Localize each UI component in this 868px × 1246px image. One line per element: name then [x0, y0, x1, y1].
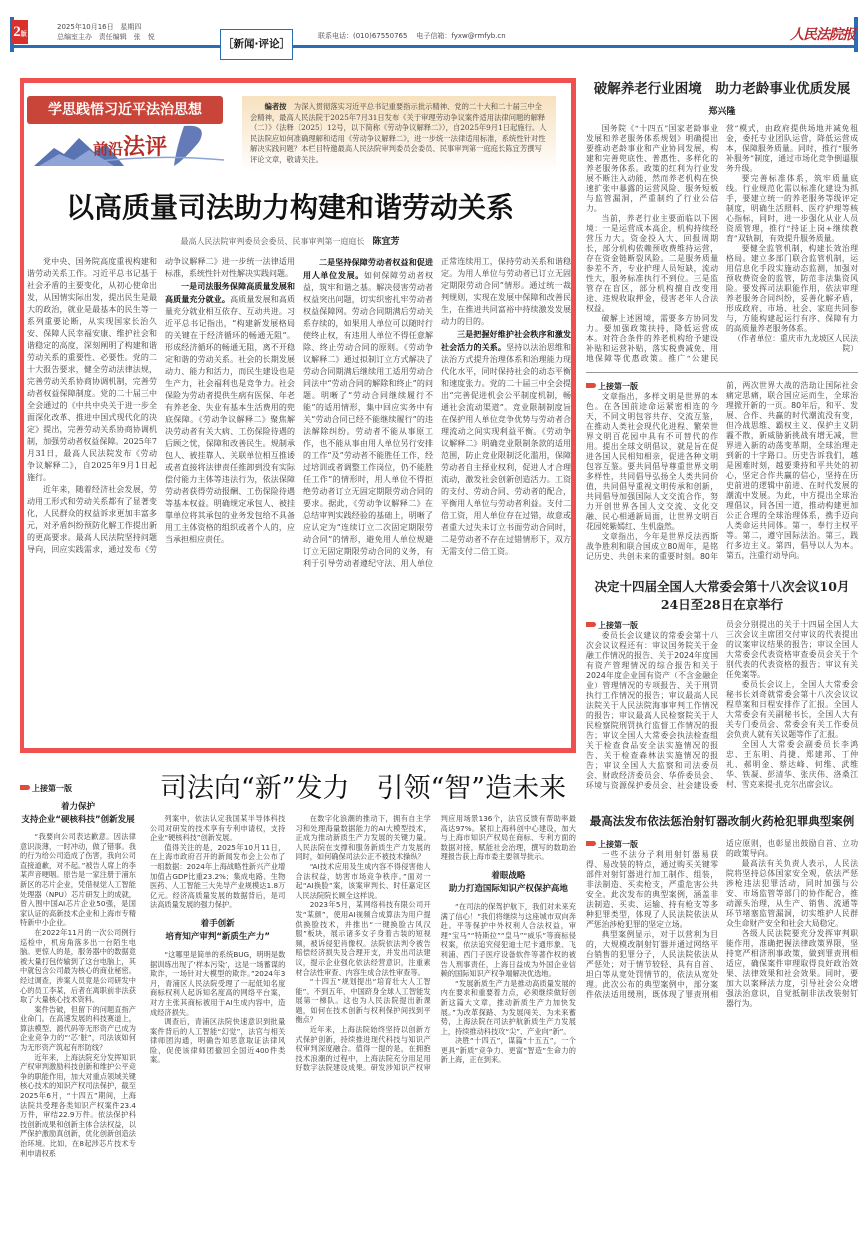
- paragraph: 在数字化浪潮的推动下，拥有自主学习和处理海量数据能力的AI大模型技术，正成为推动新质生产力发展的关键力量。人民法院在支撑和服务新质生产力发展的同时，如何确保司法公正不被技术操纵？: [295, 814, 431, 862]
- contact-email: 电子信箱：fyxw@rmfyb.cn: [416, 32, 506, 40]
- newspaper-logo: 人民法院报: [790, 27, 855, 43]
- paragraph: 案件告破，但留下的问题直指产业命门。在高速发展的科技赛道上，算法模型、源代码等无形资产已成为企业竞争力的“‘芯’脏”，司法该如何为无形资产筑起有形防线？: [20, 1004, 136, 1053]
- paragraph-list: [586, 620, 858, 791]
- right-column: [586, 78, 858, 1009]
- paragraph: “发展新质生产力是推动高质量发展的内在要求和重要着力点，必须继续做好创新这篇大文章，推动新质生产力加快发展。”为改革探路、为发展闯关、为未来蓄势，上海法院在司法护航新质生产力发展上，持续推动科技攻“尖”、产业向“新”。: [440, 978, 576, 1036]
- feature-headline: 以高质量司法助力构建和谐劳动关系: [65, 191, 514, 224]
- paragraph: 调查后，青浦区法院快速意识到批量案件背后的人工智能“幻觉”，法官与相关律师团沟通，明确告知恶意取证法律风险，促使该律师团撤回全国近400件类案。: [150, 1017, 286, 1065]
- article-body-npc: [586, 620, 858, 791]
- section-title: ［新闻·评论］: [220, 29, 293, 60]
- subhead-line: 培育知产审判“新质生产力”: [165, 931, 270, 942]
- author-title: 最高人民法院审判委员会委员、民事审判第一庭庭长: [180, 237, 365, 246]
- paragraph: 2023年5月，某网络科技有限公司开发“某颜”，使用AI视频合成算法为用户提供换脸技术，并推出“一键换脸古风汉服”板块，展示诸多女子身着古装的短视频，被诉侵犯肖像权。法院依法判令被告赔偿经济损失及合理开支，并发出司法建议，提示企业强化依法经营意识，注重素材合法性审查、内容生成合法性审查等。: [295, 900, 431, 977]
- issue-date: 2025年10月16日: [57, 23, 114, 31]
- paragraph: [165, 280, 295, 546]
- article-body-continued-civilization: [586, 381, 858, 562]
- subhead-line: 支持企业“硬核科技”创新发展: [21, 815, 135, 825]
- paragraph: “这哪里是简单的系统BUG，明明是数据训练出现了‘样本污染’，这是一场蓄谋的欺诈，一场针对大模型的欺诈。”2024年3月，青浦区人民法院受理了一起低知名度商标权利人起诉知名度高的网络平台案，对方主张其商标被用于AI生成内容中，造成经济损失。: [150, 949, 286, 1017]
- paragraph: 在2022年11月的一次公司例行巡检中，机房角落多出一台陌生电脑。更惊人的是，服务器中的数据竟被大量打包传输到了这台电脑上，其中就包含公司最为核心的商业秘密。经过调查，涉案人员竟是公司研发中心的员工李某，后者在离职前非法获取了大量核心技术资料。: [20, 927, 136, 1005]
- editor-name: 责任编辑 张 悦: [98, 33, 155, 41]
- paragraph: 文章指出，今年是世界反法西斯战争胜利和联合国成立80周年，是铭记历史、共创未来的重要时刻。80年前，两次世界大战的浩劫让国际社会痛定思痛，联合国应运而生，全球治理掀开新的一页。80年后，和平、发展、合作、共赢的时代潮流没有变，但冷战思维、霸权主义、保护主义阴霾不散，新威胁新挑战有增无减，世界进入新的动荡变革期，全球治理走到新的十字路口。历史告诉我们，越是困难时刻，越要秉持和平共处的初心，坚定合作共赢的信心，坚持在历史前进的逻辑中前进、在时代发展的潮流中发展。为此，中方提出全球治理倡议，同各国一道，推动构建更加公正合理的全球治理体系，携手迈向人类命运共同体。第一，奉行主权平等。第二，遵守国际法治。第三，践行多边主义。第四，倡导以人为本。第五，注重行动导向。: [586, 381, 858, 561]
- paragraph-list: [586, 381, 858, 562]
- paragraph-text: 高质量发展和高质量充分就业相互依存、互动共进。习近平总书记指出，“构建新发展格局的关键在于经济循环的畅通无阻”。形成经济循环的畅通无阻，离不开稳定和谐的劳动关系。社会的长期发展动力、能力和活力，而民生建设也是生产力，社会福利也是竞争力。社会保险为劳动者提供生病有医保、年老有养老金、失业有基本生活费用的兜底保障。《劳动争议解释二》聚焦解决劳动者有关大病、工伤保险待遇的后顾之忧，保障和改善民生。规制承包人、被挂靠人、关联单位相互推诿或者直接将法律责任推卸到没有实际偿付能力主体等违法行为，依法保障劳动者获得劳动报酬、工伤保险待遇等基本权益。明确规定承包人、被挂靠单位将其承包的业务发包给不具备用工主体资格的组织或者个人的，应当承担相应责任。: [165, 295, 296, 544]
- paragraph: “在司法的保驾护航下，我们对未来充满了信心！”我们将继续与这座城市双向奔赴。平等保护中外权利人合法权益，审理“宝马”“特斯拉”“皇马”“威乐”等商标侵权案，依法追究侵犯迪士尼卡通形象、飞利浦、西门子医疗设备软件等著作权的被告人刑事责任，上海日益成为外国企业信赖的国际知识产权争端解决优选地。: [440, 901, 576, 979]
- page-suffix: 版: [20, 32, 27, 38]
- paragraph-lead: 二是坚持保障劳动者权益和促进用人单位发展。: [303, 257, 433, 280]
- paragraph: 破解上述困境，需要多方协同发力。要加强政策扶持，降低运营成本。对符合条件的养老机构给予建设补贴和运营补贴，落实税费减免、用地保障等优惠政策。推广“公建民营”模式，由政府提供场地并减免租金，委托专业团队运营，降低运营成本，保障服务质量。同时，推行“服务补服务”制度，通过市场化竞争倒逼服务升级。: [586, 124, 858, 363]
- divider: [586, 372, 858, 373]
- paragraph: 近年来，上海法院始终坚持以创新方式保护创新，持续推进现代科技与知识产权审判深度融合。值得一提的是，在拥抱技术浪潮的过程中，上海法院充分用足用好数字法院建设成果。研发涉知识产权审判应用场景136个，法官反馈有帮助率最高达97%。紧扣上海科创中心建设，加大与上海市知识产权局在商标、专利方面的数据对接，赋能社会治理，撰写的数助治理报告获上海市委主要领导批示。: [295, 814, 576, 1073]
- issue-weekday: 星期四: [120, 23, 142, 31]
- subhead-line: 着力保护: [60, 802, 95, 812]
- paragraph: 一些不法分子利用射钉器易获得、易改装的特点，通过购买关键零部件对射钉器进行加工制作、组装，非法制造、买卖枪支，严重危害公共安全。此次发布的典型案例，涵盖非法制造、买卖、运输、持有枪支等多种犯罪类型，体现了人民法院依法从严惩治涉枪犯罪的坚定立场。: [586, 850, 718, 929]
- column-name-a: 前沿: [93, 140, 124, 158]
- paragraph-text: 如何保障劳动者权益，筑牢和谐之基。解决侵害劳动者权益突出问题，切实织密扎牢劳动者权益保障网。劳动合同期满后劳动关系存续的，如果用人单位可以随时行使终止权，有违用人单位不得任意解除、终止劳动合同的原则。《劳动争议解释二》通过拟制订立方式解决了劳动合同期满后继续用工适用劳动合同法中“劳动合同的解除和终止”的问题。明晰了“劳动合同继续履行不能”的适用情形，集中回应实务中有关“劳动合同已经不能继续履行”的违法解除纠纷。劳动者不能从事原工作，也不能从事由用人单位另行安排的工作“及”劳动者不能胜任工作，经过培训或者调整工作岗位，仍不能胜任工作”的情形时，用人单位不得拒绝劳动者订立无固定期限劳动合同的要求。据此，《劳动争议解释二》在总结审判实践经验的基础上，明晰了应认定为“连续订立二次固定期限劳动合同”的情形，避免用人单位规避订立无固定期限劳动合同的义务，有利于引导劳动者遵纪守法、用人单位正常连续用工，保持劳动关系和谐稳定。为用人单位与劳动者已订立无固定期限劳动合同”情形。通过统一裁判规则，实现在发展中保障和改善民生，在推进共同富裕中持续激发发展动力的目的。: [303, 257, 571, 568]
- article-headline-ip-judiciary: 司法向“新”发力 引领“智”造未来: [159, 773, 567, 804]
- paragraph: [441, 328, 571, 558]
- article-headline-nail-gun-cases: 最高法发布依法惩治射钉器改制火药枪犯罪典型案例: [589, 814, 855, 828]
- paragraph: 文章指出，多样文明是世界的本色。在各国前途命运紧密相连的今天，不同文明包容共存、交流互鉴，在推动人类社会现代化进程、繁荣世界文明百花园中具有不可替代的作用。提出全球文明倡议，就是旨在促进各国人民相知相亲，促进各种文明包容互鉴。要共同倡导尊重世界文明多样性，共同倡导弘扬全人类共同价值，共同倡导重视文明传承和创新，共同倡导加强国际人文交流合作，努力开创世界各国人文交流、文化交融、民心相通新局面，让世界文明百花园姹紫嫣红、生机盎然。: [586, 392, 718, 531]
- bottom-left-subhead: [20, 801, 136, 827]
- editor-note-label: 编者按: [264, 102, 287, 111]
- article-body-ip-judiciary: [150, 814, 576, 1073]
- paragraph-list: [586, 124, 858, 364]
- paragraph: 各级人民法院要充分发挥审判职能作用，准确把握法律政策界限，坚持宽严相济刑事政策，做到罪责刑相适应，确保案件审理取得良好政治效果、法律效果和社会效果。同时，要加大以案释法力度，引导社会公众增强法治意识，自觉抵制非法改装射钉器行为。: [726, 929, 858, 1008]
- issue-info-line-2: [57, 32, 155, 42]
- paragraph: 委员长会议建议的常委会第十八次会议议程还有：审议国务院关于金融工作情况的报告、关于2024年度国有资产管理情况的综合报告和关于2024年度企业国有资产（不含金融企业）管理情况的专项报告、关于刑罚执行工作情况的报告；审议最高人民法院关于人民法院海事审判工作情况的报告；审议最高人民检察院关于人民检察院刑罚执行监督工作情况的报告；审议全国人大常委会执法检查组关于检查食品安全法实施情况的报告、关于检查森林法实施情况的报告；审议全国人大监察和司法委员会、财政经济委员会、华侨委员会、环境与资源保护委员会、社会建设委员会分别提出的关于十四届全国人大三次会议主席团交付审议的代表提出的议案审议结果的报告；审议全国人大常委会代表资格审查委员会关于个别代表的代表资格的报告；审议有关任免案等。: [586, 620, 858, 790]
- paragraph: 近年来，上海法院充分发挥知识产权审判激励科技创新和维护公平竞争的职能作用，加大对重点领域关键核心技术的知识产权司法保护，截至2025年6月，“十四五”期间，上海法院共受理各类知识产权案件23.4万件，审结22.9万件。依法保护科技创新成果和创新主体合法权益，以严保护激励真创新，优化创新创造法治环境。比如，在8起涉芯片技术专利申请权系: [20, 1052, 136, 1158]
- editor-note-text: 为深入贯彻落实习近平总书记重要指示批示精神、党的二十大和二十届三中全会精神，最高人民法院于2025年7月31日发布《关于审理劳动争议案件适用法律问题的解释（二）》（法释〔2025〕12号，以下简称《劳动争议解释二》），自2025年9月1日起施行。人民法院应如何准确理解和适用《劳动争议解释二》，进一步统一法律适用标准，系统性针对性解决实践问题？本栏目特邀最高人民法院审判委员会委员、民事审判第一庭庭长陈宜芳撰写评论文章，敬请关注。: [250, 102, 547, 164]
- contact-info: [318, 31, 506, 41]
- continued-from-page-1: 上接第一版: [586, 381, 718, 392]
- continued-from-page-1: 上接第一版: [20, 783, 72, 794]
- article-body-nail-gun-cases: [586, 839, 858, 1009]
- paragraph: “AI技术应用及生成内容不得侵害他人合法权益，妨害市场竞争秩序。”面对一起“AI换脸”案，该案审判长、时任嘉定区人民法院院长顾全这样说。: [295, 861, 431, 900]
- editor-dept: 总编室主办: [57, 33, 92, 41]
- subhead-line: 助力打造国际知识产权保护高地: [448, 883, 568, 894]
- contact-phone: 联系电话：(010)67550765: [318, 32, 408, 40]
- page-number: [12, 20, 28, 44]
- feature-body: [27, 256, 571, 570]
- paragraph: 决胜“十四五”，谋篇“十五五”，一个更具“新质”竞争力、更富“智造”生命力的新上海，正在到来。: [440, 1036, 576, 1065]
- paragraph: “十四五”规划提出“培育壮大人工智能”。不到五年，中国跻身全球人工智能发展第一梯队。这也为人民法院提出新课题，如何在技术创新与权利保护间找到平衡点？: [295, 977, 431, 1025]
- paragraph: 列案中，依法认定我国某半导体科技公司对研发的技术享有专利申请权，支持企业“硬核科技”创新发展。: [150, 814, 286, 843]
- article-headline-elderly-care: 破解养老行业困境 助力老龄事业优质发展: [593, 81, 851, 97]
- column-name: [93, 130, 167, 161]
- subhead-line: 着眼战略: [491, 870, 526, 881]
- paragraph: 最高法有关负责人表示，人民法院将坚持总体国家安全观，依法严惩涉枪违法犯罪活动，同时加强与公安、市场监管等部门的协作配合，推动源头治理，从生产、销售、流通等环节堵塞监管漏洞，切实维护人民群众生命财产安全和社会大局稳定。: [726, 859, 858, 928]
- issue-info-line-1: [57, 22, 155, 32]
- article-body-elderly-care: [586, 124, 858, 364]
- section-subhead: [441, 870, 576, 896]
- paragraph: 委员长会议上，全国人大常委会秘书长刘奇就常委会第十八次会议议程草案和日程安排作了汇报。全国人大常委会有关副秘书长，全国人大有关专门委员会、常委会有关工作委员会负责人就有关议题等作了汇报。: [726, 680, 858, 739]
- header-rule: [10, 45, 858, 48]
- paragraph-lead: 一是司法服务保障高质量发展和高质量充分就业。: [165, 281, 295, 304]
- paragraph: 当前，养老行业主要面临以下困境：一是运营成本高企，机构持续经营压力大。资金投入大、回报周期长，部分机构依赖预收费维持运营，存在资金链断裂风险。二是服务质量参差不齐，专业护理人员短缺，流动性大，服务标准执行不到位。三是监管存在盲区，部分机构擅自改变用途、违规收取押金，侵害老年人合法权益。: [586, 214, 718, 313]
- paragraph-lead: 三是把握好维护社会秩序和激发社会活力的关系。: [441, 329, 571, 352]
- paragraph-text: 党中央、国务院高度重视构建和谐劳动关系工作。习近平总书记基于社会矛盾的主要变化，从初心使命出发，从国情实际出发，提出民生是最大的政治，就业是最基本的民生等一系列重要论断，从实现国家长治久安、保障人民幸福安康、维护社会和谐稳定的高度，深刻阐明了构建和谐劳动关系的重要性、必要性。党的二十大报告要求，健全劳动法律法规，完善劳动关系协商协调机制，完善劳动者权益保障制度。党的二十届三中全会通过的《中共中央关于进一步全面深化改革、推进中国式现代化的决定》提出，完善劳动关系协商协调机制，加强劳动者权益保障。2025年7月31日，最高人民法院发布《劳动争议解释二》，自2025年9月1日起施行。: [27, 257, 157, 482]
- paragraph: 值得关注的是，2025年10月11日，在上海市政府召开的新闻发布会上公布了一组数据：2024年上海战略性新兴产业增加值占GDP比重23.2%；集成电路、生物医药、人工智能三大先导产业规模达1.8万亿元。经济高质量发展的数据背后，是司法高质量发展的强力保护。: [150, 842, 286, 910]
- paragraph: 国务院《“十四五”国家老龄事业发展和养老服务体系规划》明确提出要推动老龄事业和产业协同发展，构建和完善兜底性、普惠性、多样化的养老服务体系。政策的红利为行业发展不断注入动能，然而养老机构在快速扩张中暴露的运营风险、服务短板与监管漏洞，严重制约了行业公信力。: [586, 124, 718, 213]
- continued-from-page-1: 上接第一版: [586, 839, 718, 850]
- paragraph: 典型案例显示，对于以营利为目的，大规模改制射钉器并通过网络平台销售的犯罪分子，人民法院依法从严惩处；对于情节较轻、具有自首、坦白等从宽处罚情节的，依法从宽处理。此次公布的典型案例中，部分案件依法适用缓刑，既体现了罪责刑相适应原则，也彰显出鼓励自首、立功的政策导向。: [586, 839, 858, 999]
- continued-label-bottom: [20, 783, 72, 794]
- column-name-b: 法评: [123, 134, 168, 160]
- paragraph: “我要向公司表达歉意。因法律意识淡薄，一时冲动，做了错事。我的行为给公司造成了伤害，我向公司直接道歉，对不起。”被告人席上的李某声音哽咽。原告是一家注册于浦东新区的芯片企业，凭借视觉人工智能处理器（NPU）芯片研发上的成就，曾入围中国AI芯片企业50强，是国家认证的高新技术企业和上海市专精特新中小企业。: [20, 832, 136, 928]
- paragraph-text: 坚持以法治思维和法治方式提升治理体系和治理能力现代化水平，同时保持社会的动态平衡和速度张力。党的二十届三中全会提出“完善促进机会公平制度机制，畅通社会流动渠道”。竞业限制制度旨在保护用人单位竞争优势与劳动者合理流动之间实现利益平衡。《劳动争议解释二》明确竞业限制条款的适用范围，防止竞业限制泛化滥用，保障劳动者自主择业权利，促进人才合理流动，激发社会创新创造活力。工资的支付、劳动合同、劳动者的配合，平衡用人单位与劳动者利益。支付二倍工资，用人单位存在过错，故意或者重大过失未订立书面劳动合同时，二是劳动者不存在过错情形下，双方无需支付二倍工资。: [441, 343, 572, 556]
- section-subhead: [150, 918, 285, 944]
- paragraph: 要完善标准体系，筑牢质量底线。行业规范化需以标准化建设为抓手，要建立统一的养老服务等级评定制度，明确生活照料、医疗护理等核心指标，同时，进一步强化从业人员资质管理，推行“持证上岗+继续教育”双轨制，有效提升服务质量。: [726, 174, 858, 243]
- article-headline-npc: 决定十四届全国人大常委会第十八次会议10月24日至28日在京举行: [594, 579, 850, 612]
- article-author: 郑兴隆: [708, 107, 736, 117]
- paragraph: 要健全监管机制，构建长效治理格局。建立多部门联合监管机制，运用信息化手段实施动态监测，加强对预收费资金的监管，防范非法集资风险。要发挥司法职能作用，依法审理养老服务合同纠纷，妥善化解矛盾，形成政府、市场、社会、家庭共同参与，方能构建起运行有序、保障有力的高质量养老服务体系。: [726, 244, 858, 333]
- paragraph: [27, 256, 157, 484]
- author-name: 陈宜芳: [372, 237, 400, 247]
- editor-note: [242, 96, 556, 171]
- subhead-line: 着手创新: [200, 918, 235, 929]
- page-number-value: 2: [13, 24, 21, 40]
- issue-info: [57, 22, 155, 42]
- author-affiliation: （作者单位：重庆市九龙坡区人民法院）: [733, 334, 858, 353]
- paragraph-list: [586, 839, 858, 1009]
- paragraph: 全国人大常委会副委员长李鸿忠、王东明、肖捷、郑建邦、丁仲礼、郝明金、蔡达峰、何维、武维华、铁凝、彭清华、张庆伟、洛桑江村、雪克来提·扎克尔出席会议。: [726, 740, 858, 789]
- continued-from-page-1: 上接第一版: [586, 620, 718, 631]
- column-badge: 学思践悟习近平法治思想: [27, 96, 223, 124]
- paragraph-text: 近年来，随着经济社会发展，劳动用工形式和劳动关系都有了显著变化，人民群众的权益诉求更加丰富多元，对矛盾纠纷预防化解工作提出新的更高要求。最高人民法院坚持问题导向，回应实践需求，通过发布《劳动争议解释二》进一步统一法律适用标准，系统性针对性解决实践问题。: [27, 257, 295, 554]
- bottom-left-body: [20, 832, 136, 1158]
- feature-author: [40, 236, 540, 248]
